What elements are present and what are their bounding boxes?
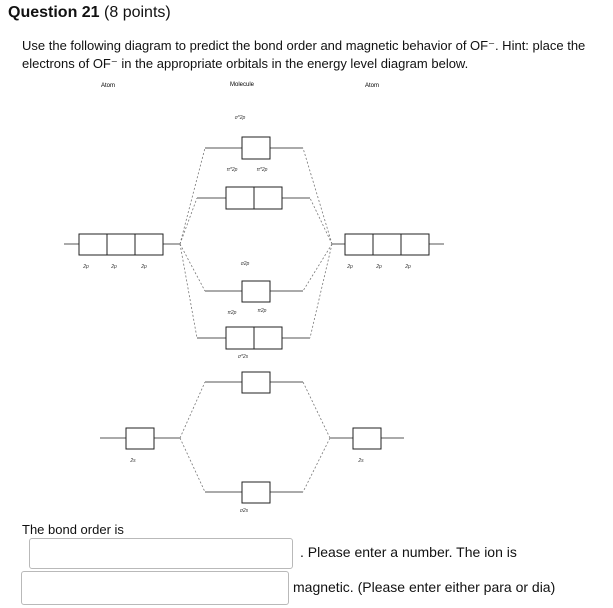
question-points: (8 points) xyxy=(104,4,171,21)
orbital-box-left-2p-3[interactable] xyxy=(135,234,163,255)
label-left-2p-1: 2p xyxy=(83,264,89,270)
label-sigma-star-2p: σ*2p xyxy=(234,115,246,121)
bond-order-label: The bond order is xyxy=(22,522,124,537)
label-right-2p-3: 2p xyxy=(405,264,411,270)
orbital-box-pi-2p-2[interactable] xyxy=(254,327,282,349)
label-sigma-2s: σ2s xyxy=(239,508,249,514)
question-title: Question 21 xyxy=(8,4,100,21)
orbital-box-left-2p-1[interactable] xyxy=(79,234,107,255)
label-sigma-star-2s: σ*2s xyxy=(237,354,249,360)
label-sigma-2p: σ2p xyxy=(240,261,250,267)
orbital-box-sigma-star-2s[interactable] xyxy=(242,372,270,393)
label-right-2p-2: 2p xyxy=(376,264,382,270)
orbital-box-right-2p-1[interactable] xyxy=(345,234,373,255)
label-right-2s: 2s xyxy=(358,458,364,464)
label-pi-star-2p-1: π*2p xyxy=(226,167,238,173)
orbital-box-right-2s[interactable] xyxy=(353,428,381,449)
label-left-2p-3: 2p xyxy=(141,264,147,270)
label-pi-star-2p-2: π*2p xyxy=(256,167,268,173)
orbital-box-left-2p-2[interactable] xyxy=(107,234,135,255)
orbital-box-sigma-2s[interactable] xyxy=(242,482,270,503)
orbital-box-right-2p-2[interactable] xyxy=(373,234,401,255)
label-pi-2p-1: π2p xyxy=(227,310,237,316)
magnetic-instructions: magnetic. (Please enter either para or dia) xyxy=(293,579,556,595)
orbital-box-pi-2p-1[interactable] xyxy=(226,327,254,349)
label-pi-2p-2: π2p xyxy=(257,308,267,314)
prompt-line-2: electrons of OF⁻ in the appropriate orbitals in the energy level diagram below. xyxy=(22,56,469,71)
prompt-line-1: Use the following diagram to predict the bond order and magnetic behavior of OF⁻. Hint: place the xyxy=(22,38,586,53)
orbital-box-sigma-2p[interactable] xyxy=(242,281,270,302)
orbital-box-right-2p-3[interactable] xyxy=(401,234,429,255)
header-molecule: Molecule xyxy=(229,82,255,88)
orbital-box-left-2s[interactable] xyxy=(126,428,154,449)
orbital-box-sigma-star-2p[interactable] xyxy=(242,137,270,159)
label-left-2s: 2s xyxy=(130,458,136,464)
label-right-2p-1: 2p xyxy=(347,264,353,270)
bond-order-instructions: . Please enter a number. The ion is xyxy=(300,544,517,560)
orbital-box-pi-star-2p-1[interactable] xyxy=(226,187,254,209)
magnetic-input[interactable] xyxy=(21,571,289,605)
header-atom-left: Atom xyxy=(100,83,116,89)
orbital-box-pi-star-2p-2[interactable] xyxy=(254,187,282,209)
bond-order-input[interactable] xyxy=(29,538,293,569)
label-left-2p-2: 2p xyxy=(111,264,117,270)
header-atom-right: Atom xyxy=(364,83,380,89)
